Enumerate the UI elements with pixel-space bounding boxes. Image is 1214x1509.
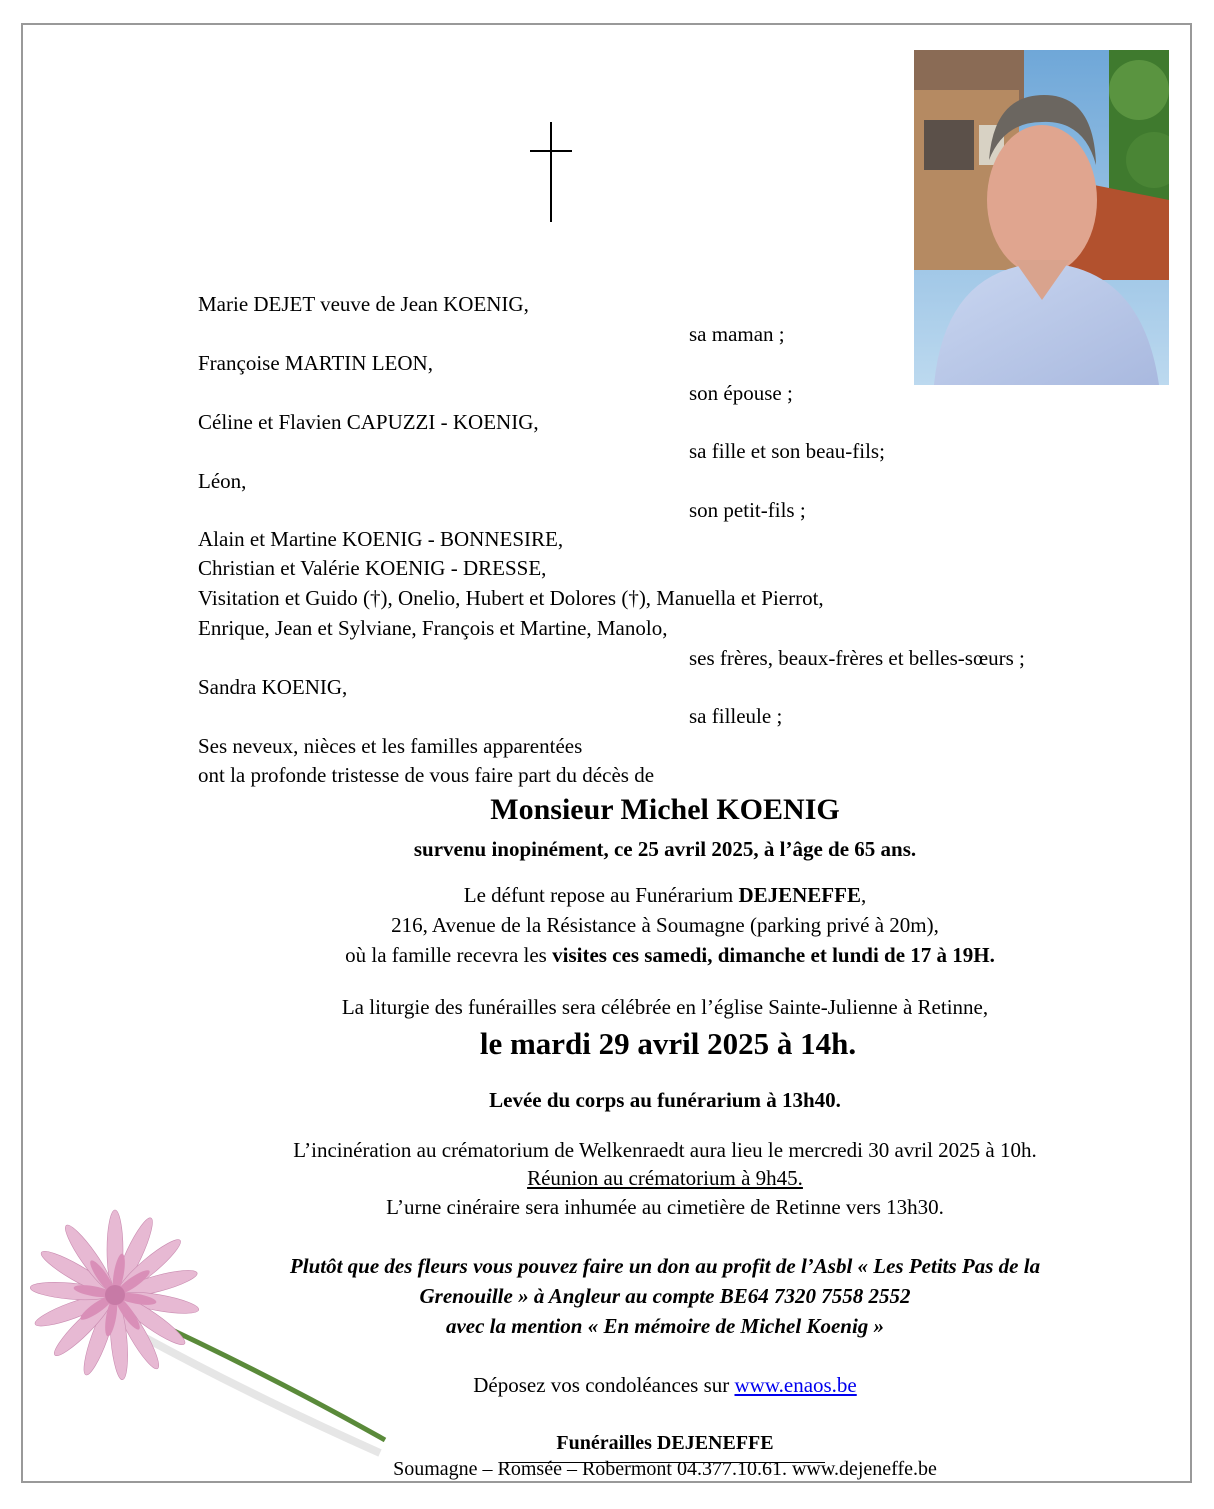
family-line-10: Ses neveux, nièces et les familles apparentées <box>198 734 583 758</box>
repose-line-2: 216, Avenue de la Résistance à Soumagne (parking privé à 20m), <box>391 913 939 937</box>
ceremony-intro: La liturgie des funérailles sera célébrée en l’église Sainte-Julienne à Retinne, <box>341 995 989 1019</box>
repose-line-1-pre: Le défunt repose au Funérarium <box>463 883 739 907</box>
deceased-subtitle: survenu inopinément, ce 25 avril 2025, à l’âge de 65 ans. <box>413 837 917 861</box>
family-line-1: Marie DEJET veuve de Jean KOENIG, <box>198 292 529 316</box>
relation-6: sa filleule ; <box>689 704 783 728</box>
ceremony-date: le mardi 29 avril 2025 à 14h. <box>479 1026 857 1061</box>
family-line-4: Léon, <box>198 469 247 493</box>
repose-line-3 <box>0 942 1214 968</box>
repose-line-3-pre: où la famille recevra les <box>345 943 553 967</box>
family-line-11: ont la profonde tristesse de vous faire part du décès de <box>198 763 655 787</box>
family-line-7: Visitation et Guido (†), Onelio, Hubert et Dolores (†), Manuella et Pierrot, <box>198 586 824 610</box>
repose-line-3-bold: visites ces samedi, dimanche et lundi de 17 à 19H. <box>552 943 995 967</box>
family-line-9: Sandra KOENIG, <box>198 675 348 699</box>
repose-line-1-bold: DEJENEFFE <box>738 883 861 907</box>
footer-contact: Soumagne – Romsée – Robermont 04.377.10.61. www.dejeneffe.be <box>393 1458 937 1480</box>
relation-4: son petit-fils ; <box>689 498 806 522</box>
repose-line-1 <box>0 882 1214 908</box>
condolences-line <box>0 1372 1214 1398</box>
relation-1: sa maman ; <box>689 322 785 346</box>
deceased-name: Monsieur Michel KOENIG <box>490 793 840 826</box>
family-line-6: Christian et Valérie KOENIG - DRESSE, <box>198 556 547 580</box>
relation-5: ses frères, beaux-frères et belles-sœurs ; <box>689 646 1025 670</box>
cremation-line-1: L’incinération au crématorium de Welkenraedt aura lieu le mercredi 30 avril 2025 à 10h. <box>293 1138 1037 1162</box>
family-line-2: Françoise MARTIN LEON, <box>198 351 433 375</box>
family-line-8: Enrique, Jean et Sylviane, François et Martine, Manolo, <box>198 616 668 640</box>
levee-du-corps: Levée du corps au funérarium à 13h40. <box>489 1088 841 1112</box>
relation-3: sa fille et son beau-fils; <box>689 439 885 463</box>
footer-company: Funérailles DEJENEFFE <box>556 1432 774 1454</box>
donation-line-3: avec la mention « En mémoire de Michel Koenig » <box>445 1314 885 1338</box>
cremation-line-3: L’urne cinéraire sera inhumée au cimetière de Retinne vers 13h30. <box>386 1195 944 1219</box>
repose-line-1-post: , <box>860 883 867 907</box>
cremation-line-2: Réunion au crématorium à 9h45. <box>527 1166 803 1190</box>
condolences-link[interactable]: www.enaos.be <box>734 1373 857 1397</box>
portrait-photo <box>914 50 1169 385</box>
relation-2: son épouse ; <box>689 381 793 405</box>
family-line-5: Alain et Martine KOENIG - BONNESIRE, <box>198 527 564 551</box>
donation-line-2: Grenouille » à Angleur au compte BE64 7320 7558 2552 <box>419 1284 911 1308</box>
donation-line-1: Plutôt que des fleurs vous pouvez faire un don au profit de l’Asbl « Les Petits Pas de la <box>289 1254 1041 1278</box>
family-line-3: Céline et Flavien CAPUZZI - KOENIG, <box>198 410 539 434</box>
condolences-text: Déposez vos condoléances sur <box>473 1373 735 1397</box>
